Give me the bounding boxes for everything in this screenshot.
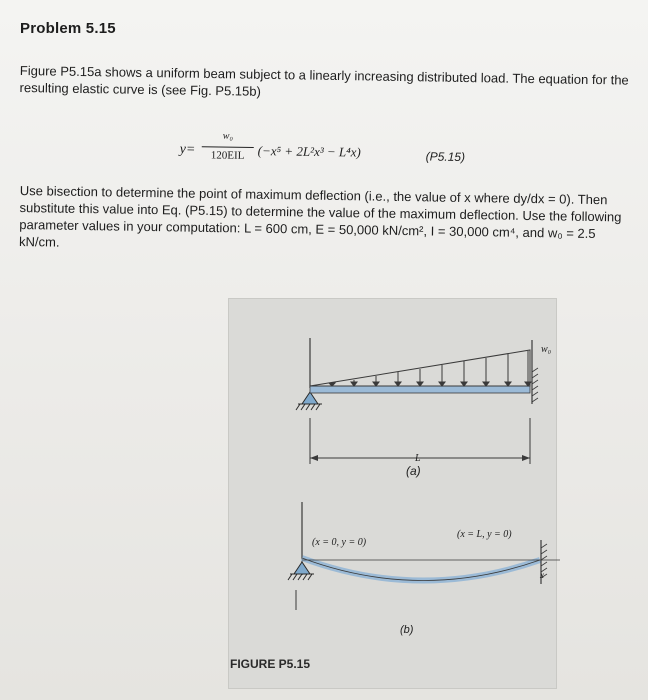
equation-label: (P5.15): [425, 149, 466, 164]
boundary-condition-left: (x = 0, y = 0): [312, 537, 367, 548]
pin-support-icon: [302, 392, 318, 404]
ground-hatch-left: [296, 404, 322, 410]
figure-caption: FIGURE P5.15: [230, 657, 311, 671]
beam-a: [310, 386, 530, 393]
equation-lhs: y=: [179, 141, 196, 158]
load-arrows: [329, 351, 531, 386]
problem-title: Problem 5.15: [20, 20, 116, 37]
equation-terms: (−x⁵ + 2L²x³ − L⁴x): [257, 143, 361, 160]
equation-numerator: w₀: [222, 130, 234, 142]
dimension-arrow-right: [522, 455, 530, 461]
ground-hatch-b: [288, 574, 314, 580]
paragraph-task: Use bisection to determine the point of maximum deflection (i.e., the value of x where dy/dx = 0). Then substitute this value into Eq. (P5.15) to determine the value of the maximum deflection. Use the following parameter values in your computation: L = 600 cm, E = 50,000 kN/cm², I = 30,000 cm⁴, and w₀ = 2.5 kN/cm.: [18, 182, 622, 250]
load-label-w0: w₀: [541, 344, 552, 355]
wall-hatch-a: [532, 368, 538, 402]
equation-denominator: 120EIL: [210, 149, 245, 162]
boundary-condition-right: (x = L, y = 0): [457, 529, 512, 540]
pin-support-icon-b: [294, 562, 310, 574]
length-label: L: [415, 453, 421, 464]
paragraph-intro: Figure P5.15a shows a uniform beam subject to a linearly increasing distributed load. The equation for the resulting elastic curve is (see Fig. P5.15b): [19, 62, 629, 99]
subfigure-label-a: (a): [406, 464, 421, 478]
dimension-arrow-left: [310, 455, 318, 461]
axis-x-label: x: [540, 570, 544, 580]
subfigure-label-b: (b): [400, 624, 414, 636]
